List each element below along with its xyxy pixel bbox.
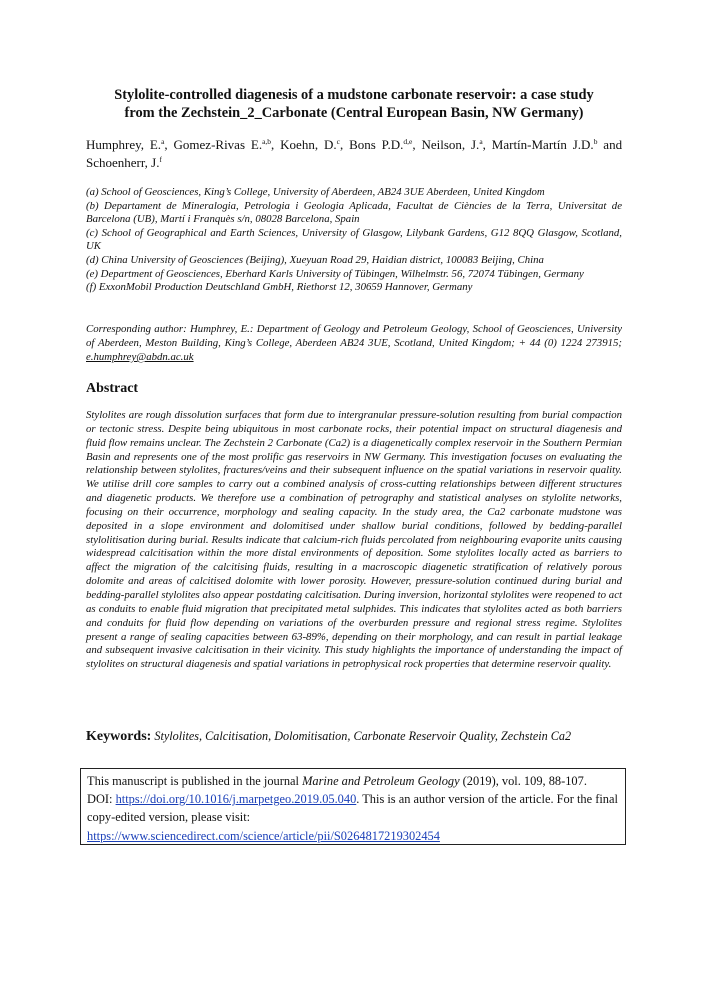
doi-label: DOI: [87,792,116,807]
author-separator: , [271,137,281,152]
abstract-body: Stylolites are rough dissolution surfaces that form due to intergranular pressure-solution resulting from burial compaction or tectonic stress. Despite being ubiquitous in most carbonate rocks, their potential impact on structural diagenesis and fluid flow remains unclear. The Zechstein 2 Carbonate (Ca2) is a diagenetically complex reservoir in the Southern Permian Basin and represents one of the most prolific gas reservoirs in NW Germany. This investigation focuses on evaluating the relationship between stylolites, fractures/veins and their subsequent influence on the spatial variations in reservoir quality. We utilise drill core samples to carry out a combined analysis of cross-cutting relationships between different structures and diagenetic products. We therefore use a combination of petrography and statistical analyses on stylolite networks, focusing on their occurrence, morphology and sealing capacity. In the study area, the Ca2 carbonate mudstone was deposited in a slope environment and dolomitised under shallow burial conditions, followed by bedding-parallel stylolitisation during burial. Results indicate that calcium-rich fluids percolated from neighbouring evaporite units causing widespread calcitisation within the more distal environments of deposition. Some stylolites locally acted as barriers to affect the migration of the calcitising fluids, resulting in a macroscopic diagenetic stratification of relatively porous dolomite and areas of calcitised dolomite with lower porosity. However, pressure-solution continued during burial and bedding-parallel stylolites also appear postdating calcitisation. During inversion, horizontal stylolites were reopened to act as conduits to enable fluid migration that precipitated metal sulphides. This indicates that stylolites acted as both barriers and conduits for fluid flow depending on variations of the overburden pressure and regional stress regime. Stylolites present a range of sealing capacities between 63-89%, depending on their morphology, and can result in partial leakage and subsequent invasive calcitisation in their vicinity. This study highlights the importance of understanding the impact of stylolites on structural diagenesis and spatial variations in petrophysical rock properties that determine reservoir quality. [86,409,622,671]
abstract-heading: Abstract [86,381,139,396]
affiliation-list [86,186,622,295]
notice-middle: . This is an author version of the article. For the final copy-edited version, please visit: [87,792,618,825]
author-separator: , [482,137,492,152]
affiliation: (d) China University of Geosciences (Beijing), Xueyuan Road 29, Haidian district, 100083 Beijing, China [86,253,544,266]
author-affiliation-marker: b [593,137,598,146]
sciencedirect-link[interactable]: https://www.sciencedirect.com/science/article/pii/S0264817219302454 [87,828,440,843]
corresponding-email-link[interactable]: e.humphrey@abdn.ac.uk [86,351,194,363]
author: Bons P.D. [349,137,404,152]
corresponding-author-text: Corresponding author: Humphrey, E.: Department of Geology and Petroleum Geology, School of Geosciences, University of Aberdeen, Meston Building, King’s College, Aberdeen AB24 3UE, Scotland, United Kingdom; + 44 (0) 1224 273915; [86,323,622,349]
notice-details: (2019), vol. 109, 88-107. [459,774,587,788]
title-line-1: Stylolite-controlled diagenesis of a mudstone carbonate reservoir: a case study [114,87,594,103]
keywords [86,728,622,745]
author-affiliation-marker: c [336,137,340,146]
doi-link[interactable]: https://doi.org/10.1016/j.marpetgeo.2019.05.040 [115,792,357,807]
author-affiliation-marker: a [161,137,165,146]
author-separator: , [339,137,350,152]
author: Humphrey, E. [86,137,162,152]
affiliation: (b) Departament de Mineralogia, Petrologia i Geologia Aplicada, Facultat de Ciències de la Terra, Universitat de Barcelona (UB), Martí i Franquès s/n, 08028 Barcelona, Spain [86,199,622,226]
corresponding-author [86,322,622,364]
author-affiliation-marker: a [479,137,483,146]
keywords-list: Stylolites, Calcitisation, Dolomitisation, Carbonate Reservoir Quality, Zechstein Ca2 [151,729,572,743]
keywords-label: Keywords: [86,729,152,744]
title-line-2: from the Zechstein_2_Carbonate (Central European Basin, NW Germany) [124,105,584,121]
author-affiliation-marker: a,b [262,137,272,146]
affiliation: (e) Department of Geosciences, Eberhard Karls University of Tübingen, Wilhelmstr. 56, 72074 Tübingen, Germany [86,267,584,280]
affiliation: (f) ExxonMobil Production Deutschland GmbH, Riethorst 12, 30659 Hannover, Germany [86,281,473,294]
author: Koehn, D. [280,137,337,152]
paper-title [86,86,622,122]
author-list [86,136,622,172]
author-affiliation-marker: d,e [403,137,413,146]
journal-name: Marine and Petroleum Geology [302,774,460,788]
notice-prefix: This manuscript is published in the journal [87,774,303,788]
publication-notice-box [80,768,626,845]
author: Neilson, J. [421,137,480,152]
affiliation: (c) School of Geographical and Earth Sciences, University of Glasgow, Lilybank Gardens, G12 8QQ Glasgow, Scotland, UK [86,226,622,253]
author: Schoenherr, J. [86,155,160,170]
author-affiliation-marker: f [159,155,162,164]
author-separator: , [164,137,174,152]
affiliation: (a) School of Geosciences, King’s College, University of Aberdeen, AB24 3UE Aberdeen, United Kingdom [86,186,545,198]
author-separator: , [412,137,422,152]
author: Gomez-Rivas E. [173,137,263,152]
author: Martín-Martín J.D. [491,137,594,152]
author-separator: and [597,137,623,152]
